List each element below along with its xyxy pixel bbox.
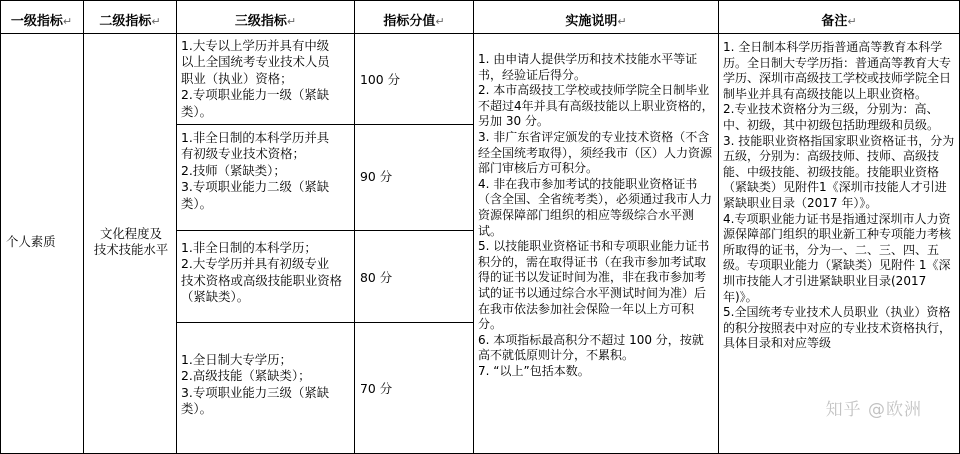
header-notes: 备注↵: [821, 14, 857, 29]
header-implementation: 实施说明↵: [565, 14, 627, 29]
column-divider: [83, 0, 84, 454]
level2-cell: 文化程度及 技术技能水平: [93, 226, 169, 258]
score-cell: 100 分: [360, 72, 400, 87]
row-divider: [176, 124, 473, 125]
header-divider: [0, 33, 960, 34]
row-divider: [176, 322, 473, 323]
column-divider: [718, 0, 719, 454]
header-level1-text: 一级指标: [10, 14, 63, 29]
column-divider: [473, 0, 474, 454]
level1-cell: 个人素质: [6, 234, 56, 249]
watermark: 知乎 @欧洲: [825, 400, 922, 420]
header-level2: 二级指标↵: [99, 14, 161, 29]
column-divider: [176, 0, 177, 454]
header-notes-text: 备注: [821, 14, 848, 29]
notes-cell: 1. 全日制本科学历指普通高等教育本科学历。全日制大专学历指：普通高等教育大专学历、深圳市高级技工学校或技师学院全日制毕业并具有高级技能以上职业资格。 2.专业技术资格分为三级，分别为：高、中、初级，其中初级包括助理级和员级。 3. 技能职业资格指国家职业资格证书，分为五级，分别为：高级技师、技师、高级技能、中级技能、初级技能。技能职业资格（紧缺类）见附件1《深圳市技能人才引进紧缺职业目录（2017 年）》。 4.专项职业能力证书是指通过深圳市人力资源保障部门组织的职业新工种专项能力考核所取得的证书，分为一、二、三、四、五级。专项职业能力（紧缺类）见附件 1《深圳市技能人才引进紧缺职业目录(2017 年)》。 5.全国统考专业技术人员职业（执业）资格的积分按照表中对应的专业技术资格执行，具体目录和对应等级: [723, 40, 955, 351]
header-score-text: 指标分值: [383, 14, 436, 29]
header-level3: 三级指标↵: [234, 14, 297, 29]
level3-item: 1.非全日制的本科学历并具 有初级专业技术资格； 2.技师（紧缺类）； 3.专项职业能力二级（紧缺 类）。: [181, 130, 330, 211]
header-level1: 一级指标↵: [10, 14, 73, 29]
header-level2-text: 二级指标: [99, 14, 152, 29]
level3-item: 1.大专以上学历并具有中级 以上全国统考专业技术人员 职业（执业）资格； 2.专项职业能力一级（紧缺 类）。: [181, 38, 330, 119]
implementation-cell: 1. 由申请人提供学历和技术技能水平等证书，经验证后得分。 2. 本市高级技工学校或技师学院全日制毕业不超过4年并具有高级技能以上职业资格的，另加 30 分。 3. 非广东省评定颁发的专业技术资格（不含经全国统考取得），须经我市（区）人力资源部门审核后方可积分。 4. 非在我市参加考试的技能职业资格证书（含全国、全省统考类），必须通过我市人力资源保障部门组织的相应等级综合水平测试。 5. 以技能职业资格证书和专项职业能力证书积分的，需在取得证书（在我市参加考试取得的证书以发证时间为准，非在我市参加考试的证书以通过综合水平测试时间为准）后在我市依法参加社会保险一年以上方可积分。 6. 本项指标最高积分不超过 100 分，按就高不就低原则计分，不累积。 7. “以上”包括本数。: [478, 52, 714, 378]
table-border-top: [0, 0, 960, 1]
score-cell: 90 分: [360, 169, 393, 184]
level3-item: 1.全日制大专学历； 2.高级技能（紧缺类）； 3.专项职业能力三级（紧缺 类）。: [181, 352, 330, 417]
header-implementation-text: 实施说明: [565, 14, 618, 29]
row-divider: [176, 230, 473, 231]
score-cell: 80 分: [360, 270, 393, 285]
header-level3-text: 三级指标: [234, 14, 287, 29]
table-border-left: [0, 0, 1, 454]
score-cell: 70 分: [360, 381, 393, 396]
header-score: 指标分值↵: [383, 14, 445, 29]
column-divider: [354, 0, 355, 454]
level3-item: 1.非全日制的本科学历； 2.大专学历并具有初级专业 技术资格或高级技能职业资格 （紧缺类）。: [181, 240, 343, 305]
